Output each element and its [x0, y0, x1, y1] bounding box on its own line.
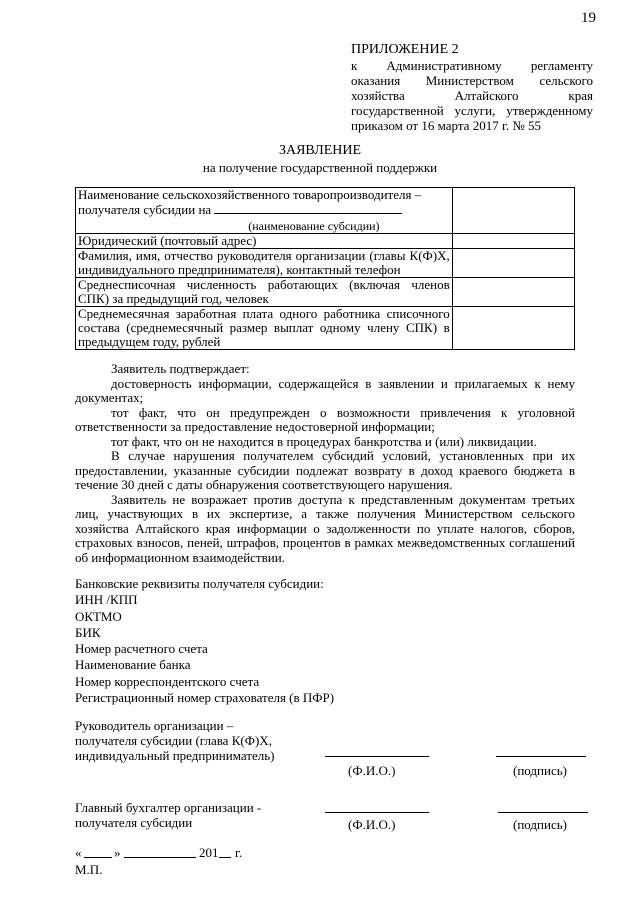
head-sign-caption: (подпись) [513, 763, 567, 778]
table-cell-value[interactable] [452, 249, 574, 278]
stamp-label: М.П. [75, 862, 103, 877]
headcount-label: Среднесписочная численность работающих (включая членов СПК) за предыдущий год, человек [76, 278, 453, 307]
head-label-line: Руководитель организации – [75, 718, 234, 733]
confirm-paragraph: Заявитель не возражает против доступа к представленным документам третьих лиц, участвующих в их экспертизе, а также получения Министерством сельского хозяйства Алтайского края информации о задолженности по уплате налогов, сборов, страховых взносов, пеней, штрафов, процентов в рамках межведомственных соглашений об информационном взаимодействии. [75, 491, 575, 565]
appendix-title: ПРИЛОЖЕНИЕ 2 [351, 42, 459, 57]
recipient-name-label: Наименование сельскохозяйственного товаропроизводителя – [78, 187, 422, 202]
confirm-intro: Заявитель подтверждает: [111, 361, 250, 376]
head-label-line: получателя субсидии (глава К(Ф)Х, [75, 733, 272, 748]
date-open-quote: « [75, 845, 82, 860]
subsidy-label: получателя субсидии на [78, 202, 212, 217]
accountant-sign-caption: (подпись) [513, 817, 567, 832]
accountant-label-line: Главный бухгалтер организации - [75, 800, 262, 815]
table-cell-value[interactable] [452, 278, 574, 307]
bank-title: Банковские реквизиты получателя субсидии: [75, 576, 324, 591]
application-table [75, 187, 575, 350]
table-row [76, 249, 575, 278]
table-row [76, 278, 575, 307]
bank-oktmo: ОКТМО [75, 608, 122, 624]
head-fio-caption: (Ф.И.О.) [348, 763, 396, 778]
confirm-paragraph: тот факт, что он предупрежден о возможности привлечения к уголовной ответственности за предоставление недостоверной информации; [75, 404, 575, 434]
bank-reg-number: Регистрационный номер страхователя (в ПФР) [75, 690, 335, 706]
table-cell-label [76, 188, 453, 234]
table-row [76, 307, 575, 350]
table-cell-value[interactable] [452, 188, 574, 234]
appendix-line: приказом от 16 марта 2017 г. № 55 [351, 118, 541, 133]
date-close-quote: » [114, 845, 121, 860]
appendix-line: хозяйства Алтайского края [351, 88, 593, 103]
table-row [76, 188, 575, 234]
appendix-block [351, 42, 593, 133]
date-day-line[interactable] [84, 857, 112, 858]
head-fio-line[interactable] [325, 756, 429, 757]
bank-bik: БИК [75, 624, 101, 640]
confirm-paragraph: достоверность информации, содержащейся в заявлении и прилагаемых к нему документах; [75, 375, 575, 405]
appendix-line: государственной услуги, утвержденному [351, 103, 593, 118]
head-name-label: Фамилия, имя, отчество руководителя организации (главы К(Ф)Х, индивидуального предпринимателя), контактный телефон [76, 249, 453, 278]
date-year-prefix: 201 [199, 845, 219, 860]
head-label-line: индивидуальный предприниматель) [75, 748, 275, 763]
bank-inn: ИНН /КПП [75, 592, 138, 608]
bank-account: Номер расчетного счета [75, 641, 208, 657]
head-signature-label [75, 718, 275, 763]
accountant-signature-label [75, 800, 261, 830]
confirm-paragraph: тот факт, что он не находится в процедурах банкротства и (или) ликвидации. [111, 433, 537, 449]
confirm-paragraph: В случае нарушения получателем субсидий условий, установленных при их предоставлении, указанные субсидии подлежат возврату в доход краевого бюджета в течение 30 дней с даты обнаружения соответствующего нарушения. [75, 448, 575, 492]
legal-address-label: Юридический (почтовый адрес) [76, 234, 453, 249]
subsidy-label-line [78, 202, 450, 217]
appendix-line: к Административному регламенту [351, 58, 593, 73]
accountant-fio-line[interactable] [325, 812, 429, 813]
date-year-suffix: г. [235, 845, 243, 860]
page-number: 19 [581, 10, 596, 26]
salary-label: Среднемесячная заработная плата одного работника списочного состава (среднемесячный размер выплат одному члену СПК) в предыдущем году, рублей [76, 307, 453, 350]
confirmation-block [75, 362, 575, 565]
table-cell-value[interactable] [452, 307, 574, 350]
document-title: ЗАЯВЛЕНИЕ [278, 143, 362, 158]
bank-details [75, 576, 334, 706]
table-row [76, 234, 575, 249]
subsidy-underline [214, 202, 402, 214]
accountant-label-line: получателя субсидии [75, 815, 193, 830]
bank-corr-account: Номер корреспондентского счета [75, 673, 260, 689]
date-month-line[interactable] [124, 857, 196, 858]
subsidy-note: (наименование субсидии) [248, 219, 380, 233]
document-subtitle: на получение государственной поддержки [202, 160, 438, 175]
appendix-line: оказания Министерством сельского [351, 73, 593, 88]
accountant-signature-line[interactable] [498, 812, 588, 813]
date-year-line[interactable] [219, 857, 231, 858]
head-signature-line[interactable] [496, 756, 586, 757]
bank-name: Наименование банка [75, 657, 191, 673]
accountant-fio-caption: (Ф.И.О.) [348, 817, 396, 832]
table-cell-value[interactable] [452, 234, 574, 249]
